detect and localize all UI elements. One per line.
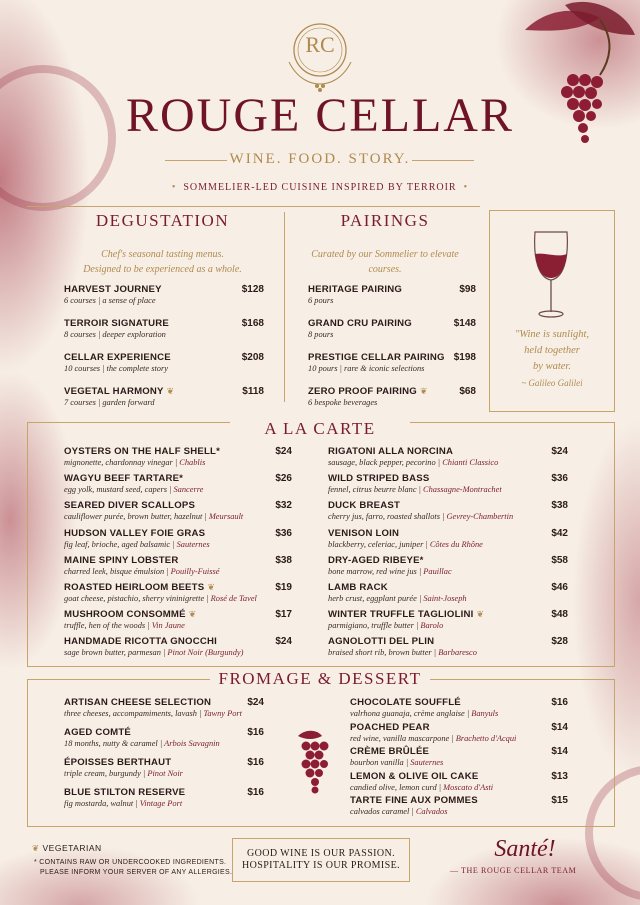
pairings-note: Curated by our Sommelier to elevate courses.: [311, 249, 459, 275]
menu-item-price: $14: [551, 746, 568, 757]
fromage-title: FROMAGE & DESSERT: [210, 669, 430, 689]
menu-item: [64, 284, 264, 305]
wine-pairing: Tawny Port: [203, 709, 243, 718]
menu-item-description: 10 courses | the complete story: [64, 364, 168, 373]
menu-item-name: CHOCOLATE SOUFFLÉ: [350, 697, 461, 708]
menu-item-description: valrhona guanaja, crème anglaise | Banyuls: [350, 709, 499, 718]
menu-item-name: LAMB RACK: [328, 582, 388, 593]
leaf-icon: ❦: [32, 843, 40, 853]
leaf-icon: ❦: [419, 386, 428, 396]
menu-item-price: $24: [275, 446, 292, 457]
menu-item-description: fennel, citrus beurre blanc | Chassagne-Montrachet: [328, 485, 502, 495]
menu-item-name: HANDMADE RICOTTA GNOCCHI: [64, 636, 217, 648]
menu-item: [328, 528, 568, 549]
monogram-text: RC: [305, 32, 335, 57]
leaf-icon: ❦: [166, 386, 175, 396]
menu-item-price: $198: [453, 352, 476, 363]
menu-item: [328, 473, 568, 494]
wine-pairing: Pinot Noir: [147, 769, 183, 778]
wine-pairing: Vin Jaune: [151, 621, 185, 631]
menu-item-description: candied olive, lemon curd | Moscato d'Asti: [350, 782, 494, 792]
menu-item: [350, 746, 568, 767]
menu-item: [64, 528, 292, 549]
menu-item-name: ROASTED HEIRLOOM BEETS ❦: [64, 582, 216, 593]
menu-item-name: TERROIR SIGNATURE: [64, 318, 170, 329]
menu-item-description: three cheeses, accompamiments, lavash | Tawny Port: [64, 709, 243, 718]
sante-signature: Santé!: [494, 836, 556, 862]
menu-item-description: 8 pours: [308, 330, 334, 339]
menu-item-name: WILD STRIPED BASS: [328, 473, 430, 485]
menu-item-price: $58: [551, 554, 568, 566]
menu-item: [308, 318, 476, 339]
menu-item-name: POACHED PEAR: [350, 721, 430, 733]
wine-pairing: Barolo: [420, 621, 444, 631]
menu-item-name: TARTE FINE AUX POMMES: [350, 795, 478, 806]
menu-item-description: bourbon vanilla | Sauternes: [350, 758, 444, 767]
menu-item: [308, 352, 476, 373]
menu-item: [350, 771, 568, 792]
menu-item: [64, 500, 292, 521]
menu-item: [64, 473, 292, 494]
leaf-icon: ❦: [207, 582, 216, 592]
menu-item-price: $14: [551, 721, 568, 733]
menu-item-description: braised short rib, brown butter | Barbaresco: [328, 648, 477, 658]
menu-item-description: 6 bespoke beverages: [308, 398, 378, 407]
wine-pairing: Pauillac: [423, 566, 452, 576]
wine-pairing: Pouilly-Fuissé: [170, 566, 220, 576]
menu-item-name: SEARED DIVER SCALLOPS: [64, 500, 196, 512]
menu-item-name: OYSTERS ON THE HALF SHELL*: [64, 446, 221, 457]
raw-notice: * CONTAINS RAW OR UNDERCOOKED INGREDIENTS. PLEASE INFORM YOUR SERVER OF ANY ALLERGIES.: [34, 859, 233, 876]
leaf-icon: ❦: [188, 609, 197, 620]
menu-item: [328, 555, 568, 576]
menu-item-price: $208: [241, 352, 264, 363]
menu-item-price: $28: [551, 636, 568, 648]
wine-pairing: Barbaresco: [438, 648, 477, 658]
quote-text: "Wine is sunlight, held together by water. ~ Galileo Galilei: [514, 329, 590, 388]
menu-item-name: AGED COMTÉ: [64, 727, 132, 738]
menu-item-description: cherry jus, farro, roasted shallots | Gevrey-Chambertin: [328, 512, 514, 522]
menu-item-price: $24: [551, 446, 568, 457]
menu-item-description: 6 courses | a sense of place: [64, 296, 156, 305]
menu-item-price: $32: [275, 500, 292, 512]
menu-item-price: $16: [247, 787, 264, 798]
pairings-title: PAIRINGS: [340, 211, 430, 230]
subline: • SOMMELIER-LED CUISINE INSPIRED BY TERROIR •: [171, 182, 469, 193]
menu-item: [64, 555, 292, 576]
restaurant-title: ROUGE CELLAR: [126, 89, 514, 142]
menu-item-description: 8 courses | deeper exploration: [64, 330, 166, 339]
menu-item-price: $118: [242, 386, 264, 397]
menu-item-name: ZERO PROOF PAIRING ❦: [308, 386, 428, 397]
menu-item-name: ÉPOISSES BERTHAUT: [64, 757, 172, 768]
menu-item-name: HUDSON VALLEY FOIE GRAS: [64, 527, 206, 539]
menu-item-description: fig leaf, brioche, aged balsamic | Sauternes: [64, 539, 210, 549]
menu-item-name: VEGETAL HARMONY ❦: [64, 386, 175, 397]
menu-item-name: HARVEST JOURNEY: [64, 284, 162, 295]
menu-item-price: $128: [241, 284, 264, 295]
menu-item: [64, 757, 264, 778]
menu-item-price: $16: [247, 727, 264, 738]
menu-item-description: mignonette, chardonnay vinegar | Chablis: [64, 458, 206, 467]
menu-item-description: goat cheese, pistachio, sherry vininigrette | Rosé de Tavel: [64, 594, 257, 603]
menu-item: [64, 636, 292, 657]
menu-item: [64, 727, 264, 748]
wine-pairing: Pinot Noir (Burgundy): [167, 648, 244, 658]
menu-item-name: GRAND CRU PAIRING: [308, 318, 412, 329]
menu-item-description: charred leek, bisque émulsion | Pouilly-Fuissé: [64, 566, 220, 576]
tagline: WINE. FOOD. STORY.: [229, 151, 411, 167]
menu-item-name: AGNOLOTTI DEL PLIN: [328, 636, 435, 648]
menu-item-description: fig mostarda, walnut | Vintage Port: [64, 799, 183, 808]
menu-item-description: blackberry, celeriac, juniper | Côtes du Rhône: [328, 539, 483, 549]
menu-item-description: cauliflower purée, brown butter, hazelnut | Meursault: [64, 512, 244, 522]
menu-item-price: $38: [275, 554, 292, 566]
menu-item-price: $24: [275, 636, 292, 648]
wine-pairing: Côtes du Rhône: [429, 539, 483, 549]
wine-pairing: Chassagne-Montrachet: [423, 485, 502, 495]
menu-item-description: triple cream, burgundy | Pinot Noir: [64, 769, 183, 778]
menu-item-description: truffle, hen of the woods | Vin Jaune: [64, 621, 185, 631]
menu-item-name: DUCK BREAST: [328, 500, 401, 512]
wine-pairing: Chablis: [179, 458, 206, 467]
menu-item-name: WINTER TRUFFLE TAGLIOLINI ❦: [328, 609, 485, 621]
menu-item: [350, 795, 568, 816]
menu-item: [328, 636, 568, 657]
menu-item-description: sausage, black pepper, pecorino | Chianti Classico: [328, 458, 499, 467]
menu-item-description: calvados caramel | Calvados: [350, 807, 448, 816]
a-la-carte-title: A LA CARTE: [230, 419, 410, 439]
menu-item-description: 6 pours: [308, 296, 334, 305]
menu-item-name: BLUE STILTON RESERVE: [64, 787, 186, 798]
menu-item-price: $46: [551, 582, 568, 593]
menu-item-description: 7 courses | garden forward: [64, 398, 155, 407]
wine-pairing: Chianti Classico: [442, 458, 499, 467]
menu-item-description: 18 months, nutty & caramel | Arbois Savagnin: [64, 739, 220, 748]
menu-item: [328, 500, 568, 521]
degustation-note: Chef's seasonal tasting menus. Designed to be experienced as a whole.: [83, 249, 242, 275]
menu-item-price: $13: [551, 770, 568, 782]
wine-pairing: Banyuls: [471, 709, 499, 718]
menu-item-name: MAINE SPINY LOBSTER: [64, 554, 179, 566]
menu-item: [328, 609, 568, 630]
menu-item-price: $16: [551, 697, 568, 708]
menu-item: [308, 284, 476, 305]
menu-item-name: CRÈME BRÛLÉE: [350, 746, 430, 757]
menu-item-description: egg yolk, mustard seed, capers | Sancerre: [64, 485, 204, 495]
menu-item: [350, 722, 568, 743]
menu-item-price: $38: [551, 500, 568, 512]
wine-pairing: Moscato d'Asti: [443, 782, 494, 792]
wine-pairing: Vintage Port: [139, 799, 183, 808]
vegetarian-legend: ❦ VEGETARIAN: [32, 843, 102, 853]
menu-item-name: ARTISAN CHEESE SELECTION: [64, 697, 212, 708]
wine-pairing: Gevrey-Chambertin: [446, 512, 514, 522]
menu-item-price: $168: [241, 318, 264, 329]
wine-glass-icon: [531, 230, 571, 320]
leaf-icon: ❦: [476, 609, 485, 620]
wine-pairing: Sauternes: [410, 758, 444, 767]
wine-pairing: Calvados: [415, 807, 448, 816]
grape-cluster-icon: [294, 728, 336, 796]
wine-pairing: Sauternes: [176, 539, 210, 549]
menu-item: [64, 318, 264, 339]
menu-item-price: $98: [459, 284, 476, 295]
menu-item: [64, 352, 264, 373]
menu-item: [64, 446, 292, 467]
menu-item: [64, 386, 264, 407]
menu-item-price: $17: [275, 609, 292, 621]
menu-item-name: CELLAR EXPERIENCE: [64, 352, 171, 363]
menu-item-price: $24: [247, 697, 264, 708]
wine-pairing: Brachetto d'Acqui: [455, 733, 517, 743]
menu-item-name: DRY-AGED RIBEYE*: [328, 554, 424, 566]
wine-pairing: Rosé de Tavel: [210, 594, 257, 603]
menu-item: [64, 787, 264, 808]
menu-item-price: $16: [247, 757, 264, 768]
menu-item-description: herb crust, eggplant purée | Saint-Joseph: [328, 594, 467, 603]
menu-item: [64, 582, 292, 603]
menu-item: [350, 697, 568, 718]
menu-item-price: $42: [551, 527, 568, 539]
degustation-title: DEGUSTATION: [95, 211, 230, 230]
menu-item-price: $19: [275, 582, 292, 593]
menu-item-name: HERITAGE PAIRING: [308, 284, 402, 295]
menu-item-price: $36: [551, 473, 568, 485]
menu-item-description: bone marrow, red wine jus | Pauillac: [328, 566, 452, 576]
menu-item-name: LEMON & OLIVE OIL CAKE: [350, 770, 479, 782]
team-signature: — THE ROUGE CELLAR TEAM: [450, 866, 577, 875]
menu-item-name: VENISON LOIN: [328, 527, 400, 539]
menu-item-price: $36: [275, 527, 292, 539]
menu-item: [328, 446, 568, 467]
menu-item: [64, 697, 264, 718]
wine-pairing: Meursault: [208, 512, 244, 522]
menu-item-name: RIGATONI ALLA NORCINA: [328, 446, 454, 457]
wine-pairing: Arbois Savagnin: [164, 739, 220, 748]
menu-item-price: $15: [551, 795, 568, 806]
menu-item-price: $26: [275, 473, 292, 485]
menu-item-description: 10 pours | rare & iconic selections: [308, 364, 425, 373]
menu-item: [308, 386, 476, 407]
menu-item-description: red wine, vanilla mascarpone | Brachetto d'Acqui: [350, 733, 517, 743]
menu-item-price: $68: [459, 386, 476, 397]
wine-pairing: Sancerre: [173, 485, 204, 495]
menu-item-description: sage brown butter, parmesan | Pinot Noir (Burgundy): [64, 648, 244, 658]
menu-item: [328, 582, 568, 603]
menu-item-name: WAGYU BEEF TARTARE*: [64, 473, 184, 485]
wine-pairing: Saint-Joseph: [423, 594, 467, 603]
menu-item-price: $48: [551, 609, 568, 621]
menu-item-price: $148: [453, 318, 476, 329]
menu-item-description: parmigiano, truffle butter | Barolo: [328, 621, 444, 631]
menu-item: [64, 609, 292, 630]
menu-item-name: PRESTIGE CELLAR PAIRING: [308, 352, 445, 363]
motto-text: GOOD WINE IS OUR PASSION. HOSPITALITY IS OUR PROMISE.: [242, 848, 400, 871]
menu-item-name: MUSHROOM CONSOMMÉ ❦: [64, 609, 197, 621]
